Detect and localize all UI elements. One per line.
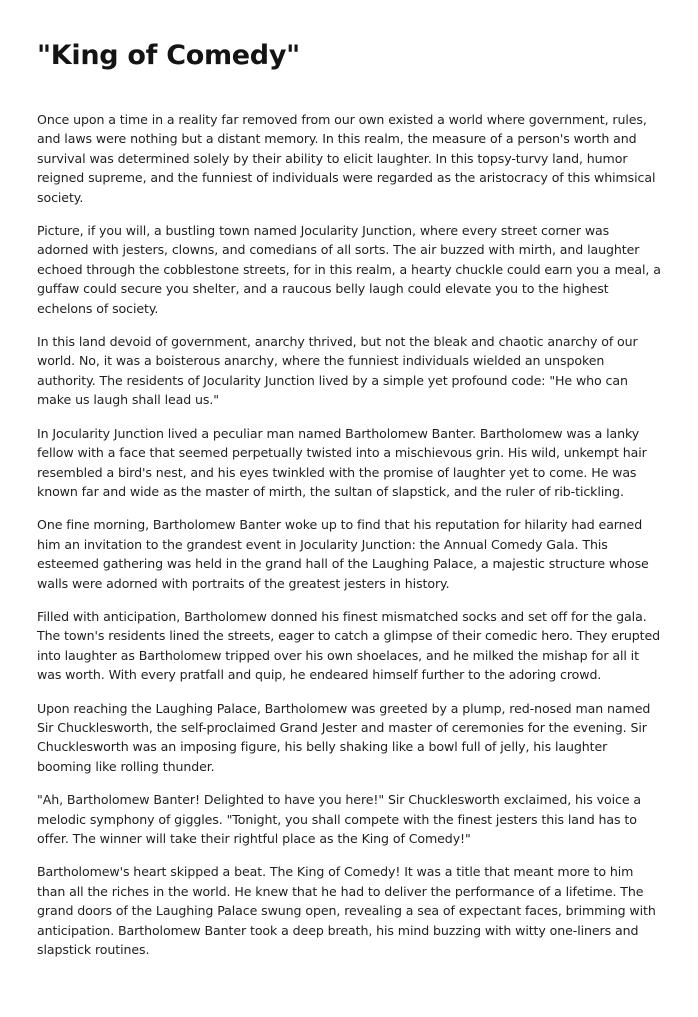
paragraph: Picture, if you will, a bustling town named Jocularity Junction, where every street corner was adorned with jesters, clowns, and comedians of all sorts. The air buzzed with mirth, and laughter echoed through the cobblestone streets, for in this realm, a hearty chuckle could earn you a meal, a guffaw could secure you shelter, and a raucous belly laugh could elevate you to the highest echelons of society. [37,223,661,316]
paragraph: Upon reaching the Laughing Palace, Bartholomew was greeted by a plump, red-nosed man named Sir Chucklesworth, the self-proclaimed Grand Jester and master of ceremonies for the evening. Sir Chucklesworth was an imposing figure, his belly shaking like a bowl full of jelly, his laughter booming like rolling thunder. [37,700,651,774]
story-body [37,110,664,959]
paragraph: Bartholomew's heart skipped a beat. The King of Comedy! It was a title that meant more to him than all the riches in the world. He knew that he had to deliver the performance of a lifetime. The grand doors of the Laughing Palace swung open, revealing a sea of expectant faces, brimming with anticipation. Bartholomew Banter took a deep breath, his mind buzzing with witty one-liners and slapstick routines. [37,864,656,958]
paragraph: Filled with anticipation, Bartholomew donned his finest mismatched socks and set off for the gala. The town's residents lined the streets, eager to catch a glimpse of their comedic hero. They erupted into laughter as Bartholomew tripped over his own shoelaces, and he milked the mishap for all it was worth. With every pratfall and quip, he endeared himself further to the adoring crowd. [37,608,661,683]
paragraph: "Ah, Bartholomew Banter! Delighted to have you here!" Sir Chucklesworth exclaimed, his voice a melodic symphony of giggles. "Tonight, you shall compete with the finest jesters this land has to offer. The winner will take their rightful place as the King of Comedy!" [37,792,642,846]
paragraph: Once upon a time in a reality far removed from our own existed a world where government, rules, and laws were nothing but a distant memory. In this realm, the measure of a person's worth and survival was determined solely by their ability to elicit laughter. In this topsy-turvy land, humor reigned supreme, and the funniest of individuals were regarded as the aristocracy of this whimsical society. [37,112,656,205]
paragraph: In Jocularity Junction lived a peculiar man named Bartholomew Banter. Bartholomew was a lanky fellow with a face that seemed perpetually twisted into a mischievous grin. His wild, unkempt hair resembled a bird's nest, and his eyes twinkled with the promise of laughter yet to come. He was known far and wide as the master of mirth, the sultan of slapstick, and the ruler of rib-tickling. [37,425,647,499]
paragraph: One fine morning, Bartholomew Banter woke up to find that his reputation for hilarity had earned him an invitation to the grandest event in Jocularity Junction: the Annual Comedy Gala. This esteemed gathering was held in the grand hall of the Laughing Palace, a majestic structure whose walls were adorned with portraits of the greatest jesters in history. [37,517,649,591]
document-title: "King of Comedy" [37,40,300,71]
paragraph: In this land devoid of government, anarchy thrived, but not the bleak and chaotic anarchy of our world. No, it was a boisterous anarchy, where the funniest individuals wielded an unspoken authority. The residents of Jocularity Junction lived by a simple yet profound code: "He who can make us laugh shall lead us." [37,334,638,408]
